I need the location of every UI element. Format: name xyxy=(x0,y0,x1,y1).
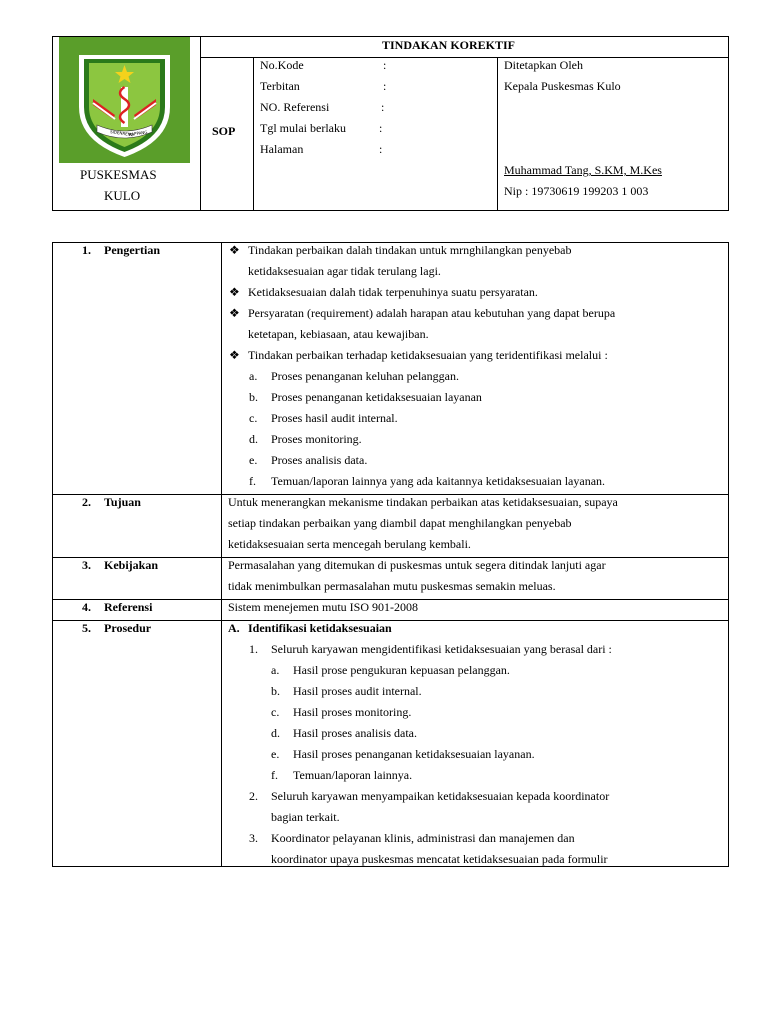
logo-banner-right: RAPPANG xyxy=(128,129,148,137)
approver-title: Kepala Puskesmas Kulo xyxy=(504,79,621,93)
approved-by-label: Ditetapkan Oleh xyxy=(504,58,583,72)
list-item: Hasil proses monitoring. xyxy=(293,705,412,719)
diamond-bullet-icon: ❖ xyxy=(229,243,240,257)
list-item: Proses penanganan ketidaksesuaian layanan xyxy=(271,390,482,404)
subsection-title: Identifikasi ketidaksesuaian xyxy=(248,621,392,635)
section-number: 4. xyxy=(82,600,91,614)
field-label: Tgl mulai berlaku xyxy=(260,121,346,135)
diamond-bullet-icon: ❖ xyxy=(229,306,240,320)
list-marker: b. xyxy=(271,684,280,698)
document-title: TINDAKAN KOREKTIF xyxy=(382,38,516,52)
section-title: Pengertian xyxy=(104,243,160,257)
step-number: 3. xyxy=(249,831,258,845)
approver-nip: Nip : 19730619 199203 1 003 xyxy=(504,184,649,198)
list-marker: a. xyxy=(271,663,280,677)
list-item: Hasil proses audit internal. xyxy=(293,684,422,698)
section-number: 5. xyxy=(82,621,91,635)
list-item: Proses hasil audit internal. xyxy=(271,411,398,425)
field-sep: : xyxy=(383,58,387,72)
step-text: Koordinator pelayanan klinis, administrasi dan manajemen dan xyxy=(271,831,575,845)
list-item: Temuan/laporan lainnya yang ada kaitannya ketidaksesuaian layanan. xyxy=(271,474,606,488)
bullet-text: ketidaksesuaian agar tidak terulang lagi. xyxy=(248,264,441,278)
paragraph-line: Permasalahan yang ditemukan di puskesmas untuk segera ditindak lanjuti agar xyxy=(228,558,606,572)
bullet-text: Ketidaksesuaian dalah tidak terpenuhinya suatu persyaratan. xyxy=(248,285,538,299)
list-item: Proses monitoring. xyxy=(271,432,362,446)
list-item: Temuan/laporan lainnya. xyxy=(293,768,413,782)
bullet-text: Persyaratan (requirement) adalah harapan atau kebutuhan yang dapat berupa xyxy=(248,306,616,320)
bullet-text: ketetapan, kebiasaan, atau kewajiban. xyxy=(248,327,429,341)
section-number: 3. xyxy=(82,558,91,572)
field-sep: : xyxy=(381,100,385,114)
field-sep: : xyxy=(379,142,383,156)
list-marker: c. xyxy=(249,411,258,425)
paragraph-line: ketidaksesuaian serta mencegah berulang kembali. xyxy=(228,537,471,551)
bullet-text: Tindakan perbaikan terhadap ketidaksesuaian yang teridentifikasi melalui : xyxy=(248,348,608,362)
list-marker: c. xyxy=(271,705,280,719)
bullet-text: Tindakan perbaikan dalah tindakan untuk mrnghilangkan penyebab xyxy=(248,243,572,257)
field-label: Terbitan xyxy=(260,79,300,93)
sop-label: SOP xyxy=(212,124,236,138)
list-item: Hasil prose pengukuran kepuasan pelanggan. xyxy=(293,663,510,677)
subsection-marker: A. xyxy=(228,621,240,635)
list-marker: d. xyxy=(271,726,280,740)
list-marker: d. xyxy=(249,432,258,446)
list-marker: b. xyxy=(249,390,258,404)
section-number: 1. xyxy=(82,243,91,257)
list-marker: a. xyxy=(249,369,258,383)
paragraph-line: Untuk menerangkan mekanisme tindakan perbaikan atas ketidaksesuaian, supaya xyxy=(228,495,618,509)
list-marker: e. xyxy=(271,747,280,761)
list-marker: f. xyxy=(271,768,278,782)
paragraph-line: Sistem menejemen mutu ISO 901-2008 xyxy=(228,600,418,614)
list-item: Proses analisis data. xyxy=(271,453,368,467)
org-name-line2: KULO xyxy=(104,188,141,203)
step-number: 2. xyxy=(249,789,258,803)
logo-icon xyxy=(59,37,190,163)
section-title: Referensi xyxy=(104,600,153,614)
list-item: Proses penanganan keluhan pelanggan. xyxy=(271,369,459,383)
approver-name: Muhammad Tang, S.KM, M.Kes xyxy=(504,163,662,177)
step-number: 1. xyxy=(249,642,258,656)
field-label: Halaman xyxy=(260,142,304,156)
section-title: Kebijakan xyxy=(104,558,159,572)
list-marker: e. xyxy=(249,453,258,467)
field-sep: : xyxy=(379,121,383,135)
list-marker: f. xyxy=(249,474,256,488)
step-text: Seluruh karyawan mengidentifikasi ketidaksesuaian yang berasal dari : xyxy=(271,642,612,656)
step-text: koordinator upaya puskesmas mencatat ketidaksesuaian pada formulir xyxy=(271,852,608,866)
section-title: Tujuan xyxy=(104,495,141,509)
logo-banner-left: SIDENRENG xyxy=(109,129,135,138)
org-name-line1: PUSKESMAS xyxy=(80,167,157,182)
list-item: Hasil proses analisis data. xyxy=(293,726,417,740)
list-item: Hasil proses penanganan ketidaksesuaian layanan. xyxy=(293,747,535,761)
diamond-bullet-icon: ❖ xyxy=(229,348,240,362)
section-title: Prosedur xyxy=(104,621,152,635)
step-text: bagian terkait. xyxy=(271,810,340,824)
step-text: Seluruh karyawan menyampaikan ketidaksesuaian kepada koordinator xyxy=(271,789,610,803)
field-sep: : xyxy=(383,79,387,93)
field-label: NO. Referensi xyxy=(260,100,330,114)
field-label: No.Kode xyxy=(260,58,304,72)
emblem-icon xyxy=(59,37,190,163)
paragraph-line: setiap tindakan perbaikan yang diambil dapat menghilangkan penyebab xyxy=(228,516,572,530)
section-number: 2. xyxy=(82,495,91,509)
diamond-bullet-icon: ❖ xyxy=(229,285,240,299)
paragraph-line: tidak menimbulkan permasalahan mutu puskesmas semakin meluas. xyxy=(228,579,556,593)
